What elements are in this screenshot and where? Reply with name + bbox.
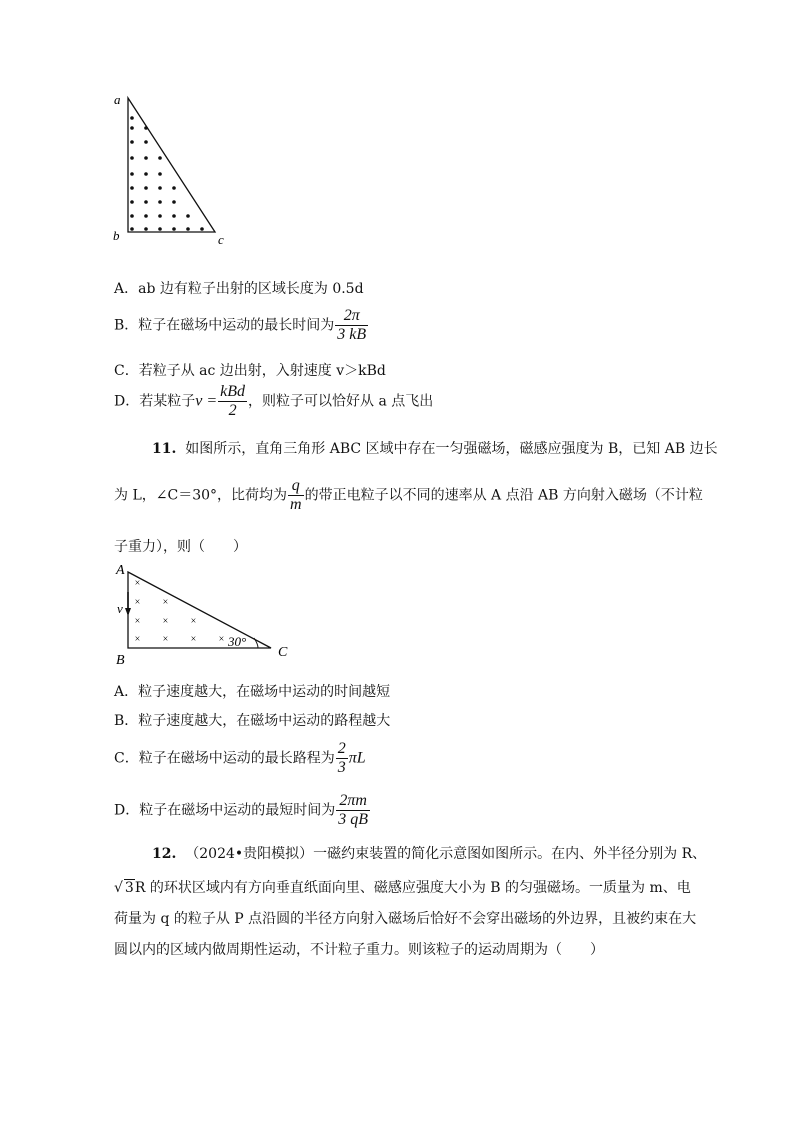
label-b: b <box>113 228 120 243</box>
q10-option-d: D．若某粒子v = $\frac{\text{kBd}}{2}$ ，则粒子可以恰好从 a 点飞出 <box>114 383 434 419</box>
q11-option-d: D．粒子在磁场中运动的最短时间为 $\frac{2\pi m}{3 qB}$ <box>114 792 369 828</box>
q11-line3: 子重力），则（ ） <box>114 539 247 555</box>
field-dot <box>130 172 134 176</box>
field-dot <box>144 200 148 204</box>
fraction-2pi-3kB: $\frac{2\pi}{3 kB}$ <box>337 307 367 343</box>
field-cross: × <box>134 597 141 608</box>
field-dot <box>172 186 176 190</box>
fraction-kBd-2: $\frac{\text{kBd}}{2}$ <box>220 383 246 419</box>
q12-line4: 圆以内的区域内做周期性运动，不计粒子重力。则该粒子的运动周期为（ ） <box>114 942 604 958</box>
q12-line1: 12. （2024•贵阳模拟）一磁约束装置的简化示意图如图所示。在内、外半径分别为 R、 <box>152 846 707 862</box>
q11-line2: 为 L，∠C＝30°，比荷均为 $\frac{q}{m}$ 的带正电粒子以不同的速率从 A 点沿 AB 方向射入磁场（不计粒 <box>114 477 703 513</box>
field-dot <box>130 116 134 120</box>
field-dot <box>144 140 148 144</box>
q12-line2: √ 3R 的环状区域内有方向垂直纸面向里、磁感应强度大小为 B 的匀强磁场。一质量为 m、电 <box>114 880 691 896</box>
field-dot <box>144 126 148 130</box>
field-dot <box>144 227 148 231</box>
field-dot <box>158 172 162 176</box>
field-dot <box>144 214 148 218</box>
q10-option-b-text: B．粒子在磁场中运动的最长时间为 <box>114 317 335 334</box>
field-dot <box>144 186 148 190</box>
field-dot <box>130 227 134 231</box>
q10-option-b <box>114 307 369 344</box>
q11-option-b: B．粒子速度越大，在磁场中运动的路程越大 <box>114 713 391 729</box>
field-cross: × <box>134 616 141 627</box>
field-dot <box>158 200 162 204</box>
field-dot <box>172 200 176 204</box>
magnetic-field-crosses <box>134 578 225 645</box>
q12-line3: 荷量为 q 的粒子从 P 点沿圆的半径方向射入磁场后恰好不会穿出磁场的外边界，且被约束在大 <box>114 911 697 927</box>
field-dot <box>130 140 134 144</box>
label-B: B <box>116 653 125 668</box>
field-cross: × <box>134 634 141 645</box>
field-dot <box>158 156 162 160</box>
label-a: a <box>114 92 121 107</box>
field-cross: × <box>134 578 141 589</box>
field-dot <box>186 227 190 231</box>
label-C: C <box>278 645 288 660</box>
angle-30-label: 30° <box>228 634 247 649</box>
field-dot <box>130 214 134 218</box>
label-A: A <box>116 563 125 578</box>
field-dot <box>130 200 134 204</box>
velocity-arrowhead <box>125 608 131 616</box>
field-dot <box>158 214 162 218</box>
field-dot <box>158 227 162 231</box>
field-dot <box>172 227 176 231</box>
figure-triangle-abc-dots <box>108 90 238 250</box>
q11-option-a: A．粒子速度越大，在磁场中运动的时间越短 <box>114 684 391 700</box>
fraction-q-m: $\frac{q}{m}$ <box>290 477 302 513</box>
q11-option-c: C．粒子在磁场中运动的最长路程为 $\frac{2}{3}$ πL <box>114 740 366 776</box>
field-cross: × <box>162 616 169 627</box>
field-dot <box>186 214 190 218</box>
field-dot <box>130 186 134 190</box>
q12-number: 12. <box>152 846 177 862</box>
field-dot <box>200 227 204 231</box>
field-cross: × <box>190 616 197 627</box>
triangle-outline <box>128 98 215 232</box>
triangle-ABC-outline <box>128 572 271 648</box>
fraction-2pim-3qB: $\frac{2\pi m}{3 qB}$ <box>338 792 369 828</box>
q10-option-a: A．ab 边有粒子出射的区域长度为 0.5d <box>114 281 364 297</box>
sqrt-3: 3 <box>124 880 134 896</box>
q11-number: 11. <box>152 441 177 457</box>
magnetic-field-dots <box>130 116 204 231</box>
field-dot <box>130 126 134 130</box>
field-cross: × <box>218 634 225 645</box>
field-cross: × <box>190 634 197 645</box>
q11-line1: 11. 如图所示，直角三角形 ABC 区域中存在一匀强磁场，磁感应强度为 B，已知 AB 边长 <box>152 441 718 457</box>
figure-triangle-ABC-field <box>108 558 298 668</box>
q10-option-c: C．若粒子从 ac 边出射，入射速度 v＞kBd <box>114 363 386 379</box>
field-dot <box>158 186 162 190</box>
fraction-2-3: $\frac{2}{3}$ <box>337 740 346 776</box>
field-dot <box>130 156 134 160</box>
label-v: v <box>117 601 123 616</box>
field-dot <box>172 214 176 218</box>
field-dot <box>144 156 148 160</box>
label-c: c <box>218 232 224 247</box>
field-cross: × <box>162 634 169 645</box>
field-cross: × <box>162 597 169 608</box>
field-dot <box>144 172 148 176</box>
